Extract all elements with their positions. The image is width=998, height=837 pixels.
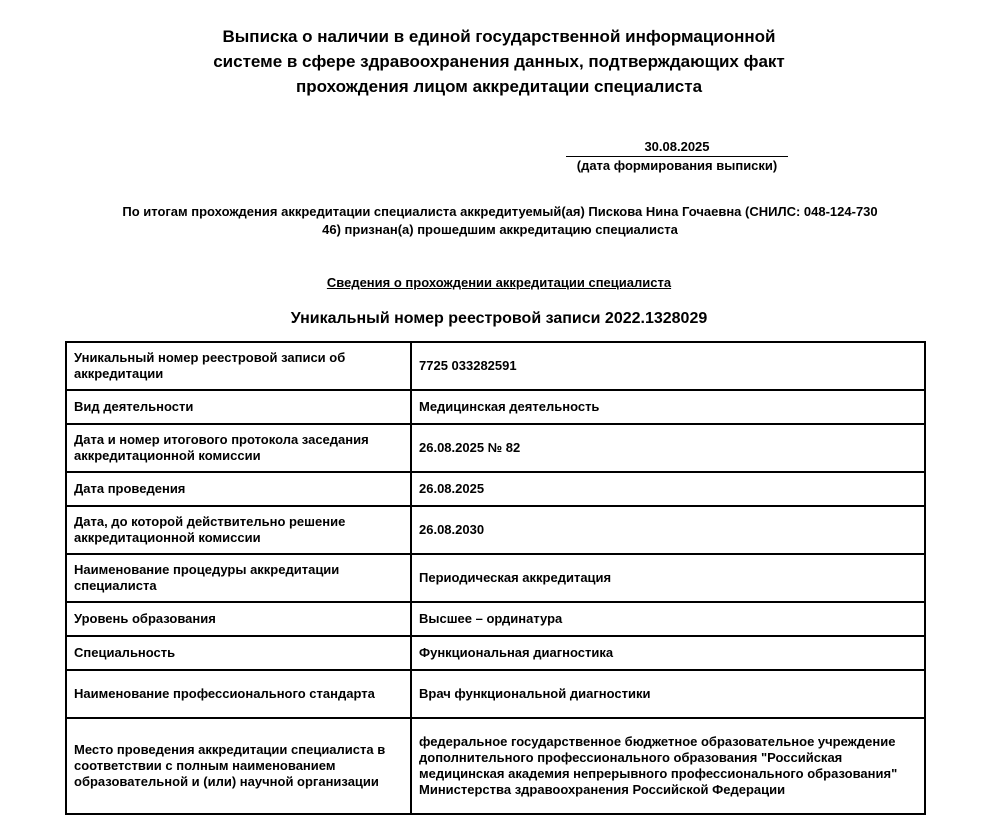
table-row xyxy=(66,390,925,424)
row-label: Дата проведения xyxy=(66,472,411,506)
row-label: Уникальный номер реестровой записи об аккредитации xyxy=(66,342,411,390)
row-value: Функциональная диагностика xyxy=(411,636,925,670)
accreditation-info-table xyxy=(65,341,926,815)
formation-date: 30.08.2025 xyxy=(566,139,788,157)
row-label: Вид деятельности xyxy=(66,390,411,424)
row-label: Наименование профессионального стандарта xyxy=(66,670,411,718)
formation-date-caption: (дата формирования выписки) xyxy=(576,158,778,173)
row-value: 7725 033282591 xyxy=(411,342,925,390)
registry-number-title: Уникальный номер реестровой записи 2022.1328029 xyxy=(290,310,708,327)
table-row xyxy=(66,636,925,670)
table-row xyxy=(66,506,925,554)
document-title-line: системе в сфере здравоохранения данных, подтверждающих факт xyxy=(213,52,785,71)
row-value: 26.08.2025 № 82 xyxy=(411,424,925,472)
document-title-line: прохождения лицом аккредитации специалиста xyxy=(295,77,703,96)
table-row xyxy=(66,554,925,602)
document-title xyxy=(0,24,998,99)
formation-date-block xyxy=(566,139,788,174)
row-value: федеральное государственное бюджетное образовательное учреждение дополнительного профессионального образования "Российская медицинская академия непрерывного профессионального образования" Министерства здравоохранения Российской Федерации xyxy=(411,718,925,814)
row-value: Медицинская деятельность xyxy=(411,390,925,424)
intro-line: По итогам прохождения аккредитации специалиста аккредитуемый(ая) Пискова Нина Гочаевна (СНИЛС: 048-124-730 xyxy=(122,204,878,219)
table-row xyxy=(66,602,925,636)
row-label: Дата, до которой действительно решение аккредитационной комиссии xyxy=(66,506,411,554)
intro-line: 46) признан(а) прошедшим аккредитацию специалиста xyxy=(322,222,678,237)
table-row xyxy=(66,424,925,472)
table-row xyxy=(66,718,925,814)
row-value: Врач функциональной диагностики xyxy=(411,670,925,718)
intro-statement xyxy=(60,203,940,239)
table-row xyxy=(66,342,925,390)
row-value: 26.08.2025 xyxy=(411,472,925,506)
row-label: Уровень образования xyxy=(66,602,411,636)
table-row xyxy=(66,472,925,506)
section-title: Сведения о прохождении аккредитации специалиста xyxy=(326,275,672,290)
row-value: Высшее – ординатура xyxy=(411,602,925,636)
row-label: Дата и номер итогового протокола заседания аккредитационной комиссии xyxy=(66,424,411,472)
document-title-line: Выписка о наличии в единой государственной информационной xyxy=(222,27,776,46)
row-label: Специальность xyxy=(66,636,411,670)
row-value: 26.08.2030 xyxy=(411,506,925,554)
row-label: Место проведения аккредитации специалиста в соответствии с полным наименованием образовательной и (или) научной организации xyxy=(66,718,411,814)
row-label: Наименование процедуры аккредитации специалиста xyxy=(66,554,411,602)
table-row xyxy=(66,670,925,718)
row-value: Периодическая аккредитация xyxy=(411,554,925,602)
